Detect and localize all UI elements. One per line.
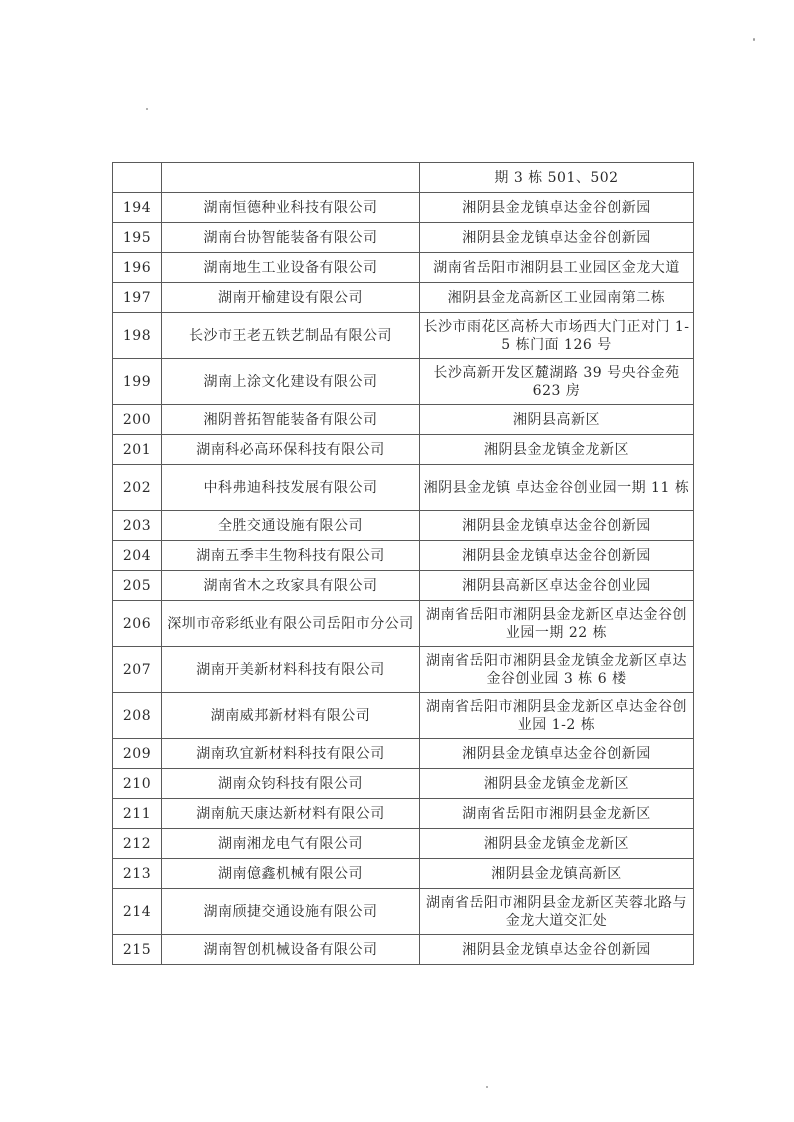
company-address: 湘阴县金龙镇金龙新区 [420, 435, 694, 465]
row-number: 203 [113, 511, 162, 541]
table-row [113, 465, 694, 511]
table-row [113, 889, 694, 935]
scan-speck [486, 1086, 488, 1088]
company-address: 湖南省岳阳市湘阴县金龙新区芙蓉北路与金龙大道交汇处 [420, 889, 694, 935]
company-name: 湖南恒德种业科技有限公司 [162, 193, 420, 223]
company-name: 湖南地生工业设备有限公司 [162, 253, 420, 283]
row-number: 201 [113, 435, 162, 465]
row-number: 198 [113, 313, 162, 359]
company-name: 湖南众钧科技有限公司 [162, 769, 420, 799]
enterprise-table [112, 162, 694, 965]
company-address: 湘阴县金龙镇高新区 [420, 859, 694, 889]
company-name: 湖南开榆建设有限公司 [162, 283, 420, 313]
company-name: 全胜交通设施有限公司 [162, 511, 420, 541]
row-number: 214 [113, 889, 162, 935]
company-name: 湘阴普拓智能装备有限公司 [162, 405, 420, 435]
company-address: 湖南省岳阳市湘阴县金龙镇金龙新区卓达金谷创业园 3 栋 6 楼 [420, 647, 694, 693]
scan-speck [146, 108, 148, 110]
table-row [113, 829, 694, 859]
row-number: 205 [113, 571, 162, 601]
company-name: 湖南颀捷交通设施有限公司 [162, 889, 420, 935]
row-number: 211 [113, 799, 162, 829]
table-row [113, 313, 694, 359]
company-address: 湘阴县金龙镇卓达金谷创新园 [420, 541, 694, 571]
row-number: 210 [113, 769, 162, 799]
company-address: 湘阴县金龙镇卓达金谷创新园 [420, 223, 694, 253]
company-address: 湖南省岳阳市湘阴县金龙新区 [420, 799, 694, 829]
table-row [113, 511, 694, 541]
scan-speck [753, 38, 755, 41]
company-address: 湘阴县金龙镇卓达金谷创新园 [420, 193, 694, 223]
row-number: 202 [113, 465, 162, 511]
table-row [113, 935, 694, 965]
company-name: 湖南省木之玫家具有限公司 [162, 571, 420, 601]
row-number: 197 [113, 283, 162, 313]
table-row [113, 647, 694, 693]
company-name: 深圳市帝彩纸业有限公司岳阳市分公司 [162, 601, 420, 647]
company-name: 湖南智创机械设备有限公司 [162, 935, 420, 965]
row-number: 212 [113, 829, 162, 859]
company-name: 湖南台协智能装备有限公司 [162, 223, 420, 253]
table-row [113, 193, 694, 223]
table-row [113, 541, 694, 571]
company-address: 湖南省岳阳市湘阴县金龙新区卓达金谷创业园一期 22 栋 [420, 601, 694, 647]
table-row [113, 571, 694, 601]
company-address: 湘阴县金龙镇卓达金谷创新园 [420, 511, 694, 541]
row-number: 208 [113, 693, 162, 739]
company-name: 湖南湘龙电气有限公司 [162, 829, 420, 859]
company-name: 中科弗迪科技发展有限公司 [162, 465, 420, 511]
table-row [113, 253, 694, 283]
company-name: 湖南开美新材料科技有限公司 [162, 647, 420, 693]
company-address: 长沙市雨花区高桥大市场西大门正对门 1-5 栋门面 126 号 [420, 313, 694, 359]
company-name: 湖南上涂文化建设有限公司 [162, 359, 420, 405]
company-name: 湖南五季丰生物科技有限公司 [162, 541, 420, 571]
table-row [113, 435, 694, 465]
row-number: 206 [113, 601, 162, 647]
table-row [113, 601, 694, 647]
row-number: 207 [113, 647, 162, 693]
company-address: 湘阴县金龙镇卓达金谷创新园 [420, 935, 694, 965]
company-address: 湘阴县金龙镇金龙新区 [420, 769, 694, 799]
company-address: 长沙高新开发区麓湖路 39 号央谷金苑 623 房 [420, 359, 694, 405]
company-address: 湘阴县金龙镇 卓达金谷创业园一期 11 栋 [420, 465, 694, 511]
company-name: 湖南航天康达新材料有限公司 [162, 799, 420, 829]
company-name: 长沙市王老五铁艺制品有限公司 [162, 313, 420, 359]
table-row [113, 693, 694, 739]
row-number: 200 [113, 405, 162, 435]
row-number: 199 [113, 359, 162, 405]
table-row [113, 359, 694, 405]
company-address: 期 3 栋 501、502 [420, 163, 694, 193]
company-address: 湘阴县高新区 [420, 405, 694, 435]
table-row [113, 739, 694, 769]
row-number [113, 163, 162, 193]
table-row [113, 283, 694, 313]
row-number: 204 [113, 541, 162, 571]
row-number: 209 [113, 739, 162, 769]
table-row [113, 163, 694, 193]
company-address: 湖南省岳阳市湘阴县金龙新区卓达金谷创业园 1-2 栋 [420, 693, 694, 739]
company-address: 湘阴县金龙镇卓达金谷创新园 [420, 739, 694, 769]
company-name: 湖南科必高环保科技有限公司 [162, 435, 420, 465]
row-number: 215 [113, 935, 162, 965]
company-address: 湖南省岳阳市湘阴县工业园区金龙大道 [420, 253, 694, 283]
table-row [113, 223, 694, 253]
company-address: 湘阴县金龙高新区工业园南第二栋 [420, 283, 694, 313]
table-row [113, 769, 694, 799]
table-row [113, 799, 694, 829]
company-name: 湖南玖宜新材料科技有限公司 [162, 739, 420, 769]
company-name [162, 163, 420, 193]
row-number: 213 [113, 859, 162, 889]
company-address: 湘阴县高新区卓达金谷创业园 [420, 571, 694, 601]
table-row [113, 859, 694, 889]
table-row [113, 405, 694, 435]
company-name: 湖南威邦新材料有限公司 [162, 693, 420, 739]
company-address: 湘阴县金龙镇金龙新区 [420, 829, 694, 859]
row-number: 194 [113, 193, 162, 223]
company-name: 湖南億鑫机械有限公司 [162, 859, 420, 889]
row-number: 195 [113, 223, 162, 253]
row-number: 196 [113, 253, 162, 283]
